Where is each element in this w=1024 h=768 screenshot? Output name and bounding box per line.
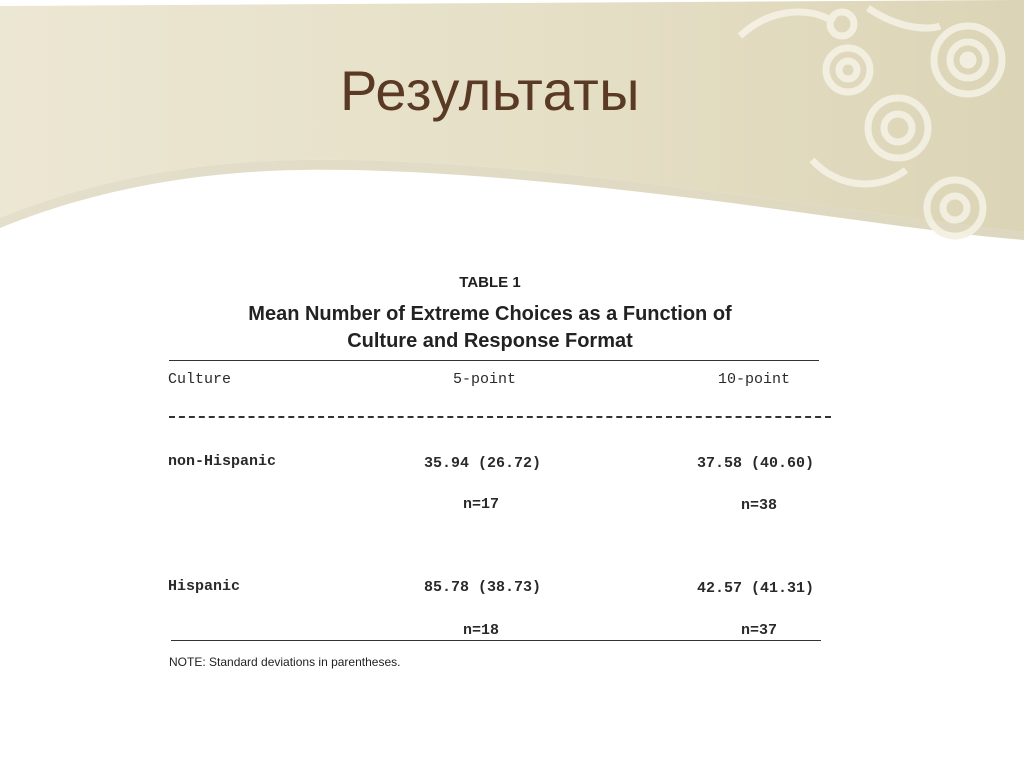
row-non-hispanic-five-point-n: n=17 — [463, 496, 500, 513]
top-rule — [169, 360, 819, 361]
slide-title: Результаты — [340, 59, 640, 122]
table-title — [165, 301, 815, 355]
row-non-hispanic-ten-point-n: n=38 — [741, 497, 778, 514]
row-non-hispanic-ten-point: 37.58 (40.60) — [697, 455, 815, 472]
header-ten-point: 10-point — [718, 371, 791, 388]
header-five-point: 5-point — [453, 371, 517, 388]
row-hispanic-ten-point: 42.57 (41.31) — [697, 580, 815, 597]
table-title-line-2: Culture and Response Format — [347, 330, 633, 352]
row-hispanic-five-point: 85.78 (38.73) — [424, 579, 542, 596]
header-culture: Culture — [168, 371, 232, 388]
table-title-line-1: Mean Number of Extreme Choices as a Function of — [248, 303, 732, 325]
row-hispanic-five-point-n: n=18 — [463, 622, 500, 639]
table-caption: TABLE 1 — [459, 274, 521, 291]
header-dashed-rule — [169, 416, 831, 418]
results-table — [165, 272, 835, 682]
table-note: NOTE: Standard deviations in parentheses. — [169, 655, 401, 669]
row-hispanic-ten-point-n: n=37 — [741, 622, 778, 639]
row-culture-hispanic: Hispanic — [168, 578, 241, 595]
row-culture-non-hispanic: non-Hispanic — [168, 453, 277, 470]
row-non-hispanic-five-point: 35.94 (26.72) — [424, 455, 542, 472]
bottom-rule — [171, 640, 821, 641]
